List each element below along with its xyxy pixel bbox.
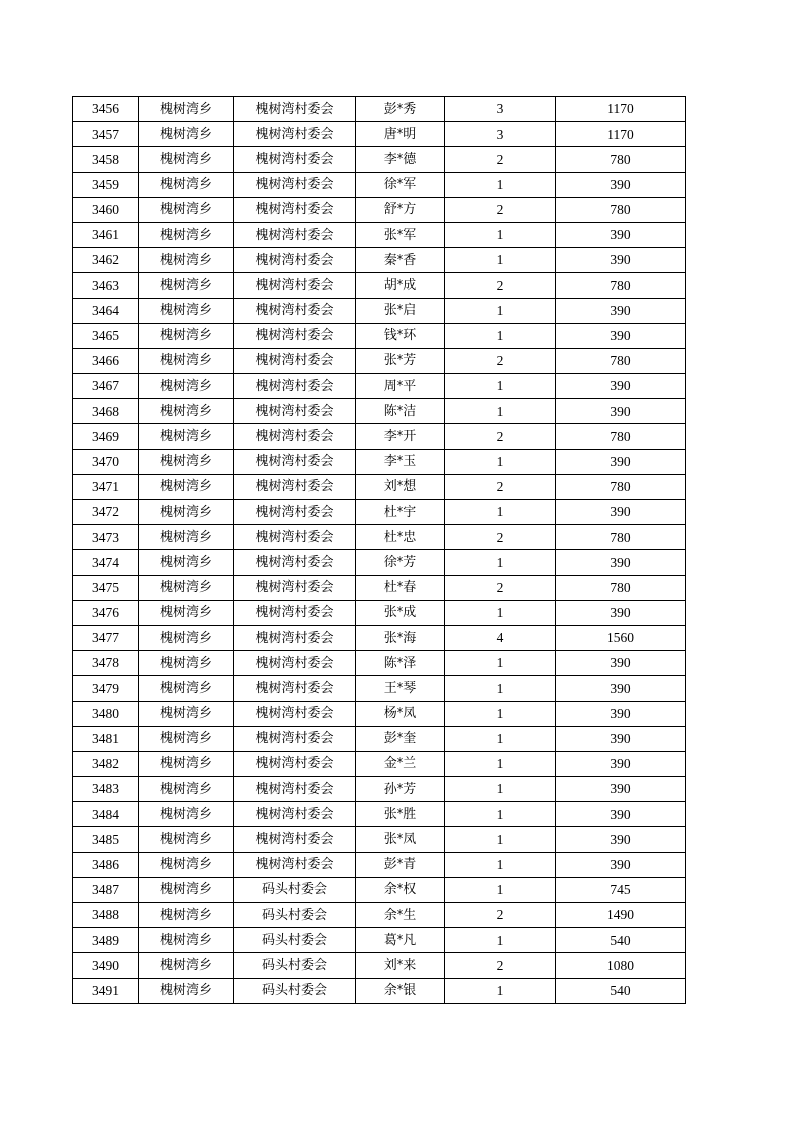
cell-id: 3456 (73, 97, 139, 122)
cell-amount: 780 (556, 575, 686, 600)
cell-town: 槐树湾乡 (139, 600, 234, 625)
cell-count: 2 (445, 197, 556, 222)
cell-town: 槐树湾乡 (139, 399, 234, 424)
cell-name: 张*凤 (356, 827, 445, 852)
cell-id: 3489 (73, 928, 139, 953)
table-row (73, 399, 686, 424)
cell-name: 徐*芳 (356, 550, 445, 575)
cell-village: 槐树湾村委会 (234, 147, 356, 172)
cell-count: 2 (445, 903, 556, 928)
cell-town: 槐树湾乡 (139, 827, 234, 852)
cell-count: 1 (445, 726, 556, 751)
cell-town: 槐树湾乡 (139, 575, 234, 600)
cell-count: 2 (445, 474, 556, 499)
cell-count: 2 (445, 424, 556, 449)
cell-town: 槐树湾乡 (139, 197, 234, 222)
cell-name: 杜*春 (356, 575, 445, 600)
cell-count: 2 (445, 348, 556, 373)
cell-name: 李*德 (356, 147, 445, 172)
table-row (73, 978, 686, 1003)
cell-count: 1 (445, 676, 556, 701)
cell-name: 秦*香 (356, 248, 445, 273)
cell-count: 1 (445, 777, 556, 802)
cell-count: 1 (445, 600, 556, 625)
cell-id: 3475 (73, 575, 139, 600)
cell-amount: 1560 (556, 625, 686, 650)
cell-amount: 390 (556, 701, 686, 726)
cell-amount: 780 (556, 525, 686, 550)
cell-town: 槐树湾乡 (139, 147, 234, 172)
cell-count: 1 (445, 323, 556, 348)
cell-count: 2 (445, 525, 556, 550)
table-row (73, 877, 686, 902)
cell-id: 3458 (73, 147, 139, 172)
cell-amount: 390 (556, 802, 686, 827)
cell-village: 槐树湾村委会 (234, 701, 356, 726)
table-row (73, 575, 686, 600)
cell-count: 1 (445, 399, 556, 424)
cell-village: 槐树湾村委会 (234, 777, 356, 802)
cell-town: 槐树湾乡 (139, 751, 234, 776)
cell-village: 槐树湾村委会 (234, 424, 356, 449)
cell-village: 槐树湾村委会 (234, 827, 356, 852)
cell-name: 金*兰 (356, 751, 445, 776)
cell-count: 1 (445, 550, 556, 575)
cell-village: 槐树湾村委会 (234, 852, 356, 877)
cell-town: 槐树湾乡 (139, 953, 234, 978)
cell-count: 1 (445, 701, 556, 726)
cell-id: 3478 (73, 651, 139, 676)
cell-amount: 780 (556, 197, 686, 222)
table-row (73, 827, 686, 852)
cell-town: 槐树湾乡 (139, 651, 234, 676)
cell-name: 彭*青 (356, 852, 445, 877)
cell-village: 槐树湾村委会 (234, 298, 356, 323)
cell-town: 槐树湾乡 (139, 424, 234, 449)
cell-id: 3470 (73, 449, 139, 474)
cell-id: 3461 (73, 222, 139, 247)
cell-name: 李*玉 (356, 449, 445, 474)
cell-town: 槐树湾乡 (139, 222, 234, 247)
table-body (73, 97, 686, 1004)
cell-amount: 390 (556, 449, 686, 474)
cell-village: 槐树湾村委会 (234, 172, 356, 197)
cell-name: 刘*想 (356, 474, 445, 499)
cell-amount: 390 (556, 222, 686, 247)
cell-amount: 390 (556, 852, 686, 877)
cell-amount: 390 (556, 676, 686, 701)
cell-id: 3466 (73, 348, 139, 373)
cell-name: 张*芳 (356, 348, 445, 373)
table-row (73, 953, 686, 978)
cell-count: 1 (445, 877, 556, 902)
cell-town: 槐树湾乡 (139, 676, 234, 701)
cell-village: 槐树湾村委会 (234, 500, 356, 525)
cell-count: 1 (445, 172, 556, 197)
cell-id: 3477 (73, 625, 139, 650)
cell-count: 2 (445, 575, 556, 600)
cell-name: 张*胜 (356, 802, 445, 827)
cell-town: 槐树湾乡 (139, 474, 234, 499)
table-row (73, 147, 686, 172)
table-row (73, 222, 686, 247)
cell-amount: 780 (556, 474, 686, 499)
cell-town: 槐树湾乡 (139, 625, 234, 650)
cell-village: 码头村委会 (234, 877, 356, 902)
cell-count: 3 (445, 97, 556, 122)
cell-village: 槐树湾村委会 (234, 726, 356, 751)
cell-id: 3468 (73, 399, 139, 424)
cell-name: 李*开 (356, 424, 445, 449)
table-row (73, 777, 686, 802)
cell-name: 孙*芳 (356, 777, 445, 802)
cell-amount: 1080 (556, 953, 686, 978)
cell-id: 3467 (73, 374, 139, 399)
cell-village: 槐树湾村委会 (234, 374, 356, 399)
cell-village: 码头村委会 (234, 978, 356, 1003)
cell-town: 槐树湾乡 (139, 525, 234, 550)
cell-village: 码头村委会 (234, 953, 356, 978)
cell-town: 槐树湾乡 (139, 726, 234, 751)
cell-count: 1 (445, 827, 556, 852)
cell-village: 槐树湾村委会 (234, 802, 356, 827)
cell-town: 槐树湾乡 (139, 449, 234, 474)
cell-village: 槐树湾村委会 (234, 651, 356, 676)
cell-village: 码头村委会 (234, 903, 356, 928)
cell-town: 槐树湾乡 (139, 852, 234, 877)
cell-town: 槐树湾乡 (139, 323, 234, 348)
cell-town: 槐树湾乡 (139, 877, 234, 902)
cell-amount: 390 (556, 600, 686, 625)
cell-town: 槐树湾乡 (139, 172, 234, 197)
cell-amount: 390 (556, 500, 686, 525)
cell-id: 3481 (73, 726, 139, 751)
cell-amount: 780 (556, 273, 686, 298)
cell-town: 槐树湾乡 (139, 500, 234, 525)
table-row (73, 97, 686, 122)
cell-name: 周*平 (356, 374, 445, 399)
cell-village: 槐树湾村委会 (234, 474, 356, 499)
cell-name: 舒*方 (356, 197, 445, 222)
table-row (73, 500, 686, 525)
cell-town: 槐树湾乡 (139, 903, 234, 928)
cell-id: 3463 (73, 273, 139, 298)
document-page (72, 96, 686, 1004)
table-row (73, 726, 686, 751)
cell-village: 槐树湾村委会 (234, 122, 356, 147)
cell-town: 槐树湾乡 (139, 97, 234, 122)
cell-amount: 1170 (556, 97, 686, 122)
cell-name: 徐*军 (356, 172, 445, 197)
cell-village: 槐树湾村委会 (234, 222, 356, 247)
data-table (72, 96, 686, 1004)
cell-village: 槐树湾村委会 (234, 575, 356, 600)
cell-name: 杨*凤 (356, 701, 445, 726)
cell-village: 槐树湾村委会 (234, 248, 356, 273)
cell-village: 槐树湾村委会 (234, 348, 356, 373)
cell-village: 槐树湾村委会 (234, 625, 356, 650)
cell-id: 3487 (73, 877, 139, 902)
table-row (73, 928, 686, 953)
cell-village: 槐树湾村委会 (234, 449, 356, 474)
cell-amount: 390 (556, 751, 686, 776)
cell-town: 槐树湾乡 (139, 928, 234, 953)
cell-id: 3484 (73, 802, 139, 827)
cell-name: 陈*洁 (356, 399, 445, 424)
cell-id: 3476 (73, 600, 139, 625)
cell-town: 槐树湾乡 (139, 550, 234, 575)
cell-amount: 390 (556, 399, 686, 424)
table-row (73, 751, 686, 776)
cell-id: 3486 (73, 852, 139, 877)
cell-village: 槐树湾村委会 (234, 751, 356, 776)
table-row (73, 248, 686, 273)
cell-name: 彭*奎 (356, 726, 445, 751)
cell-amount: 390 (556, 726, 686, 751)
cell-count: 1 (445, 298, 556, 323)
cell-id: 3471 (73, 474, 139, 499)
cell-town: 槐树湾乡 (139, 802, 234, 827)
cell-count: 1 (445, 500, 556, 525)
table-row (73, 550, 686, 575)
cell-count: 1 (445, 248, 556, 273)
cell-count: 1 (445, 802, 556, 827)
cell-village: 槐树湾村委会 (234, 273, 356, 298)
cell-town: 槐树湾乡 (139, 701, 234, 726)
table-row (73, 625, 686, 650)
cell-name: 张*军 (356, 222, 445, 247)
cell-id: 3491 (73, 978, 139, 1003)
cell-id: 3482 (73, 751, 139, 776)
table-row (73, 172, 686, 197)
table-row (73, 374, 686, 399)
cell-amount: 780 (556, 348, 686, 373)
cell-count: 1 (445, 222, 556, 247)
cell-amount: 390 (556, 248, 686, 273)
table-row (73, 701, 686, 726)
cell-id: 3473 (73, 525, 139, 550)
cell-town: 槐树湾乡 (139, 374, 234, 399)
cell-amount: 745 (556, 877, 686, 902)
cell-amount: 540 (556, 928, 686, 953)
cell-count: 3 (445, 122, 556, 147)
cell-id: 3483 (73, 777, 139, 802)
cell-id: 3485 (73, 827, 139, 852)
table-row (73, 676, 686, 701)
cell-amount: 390 (556, 827, 686, 852)
cell-village: 槐树湾村委会 (234, 600, 356, 625)
cell-count: 2 (445, 147, 556, 172)
cell-name: 余*权 (356, 877, 445, 902)
cell-name: 杜*宇 (356, 500, 445, 525)
table-row (73, 600, 686, 625)
cell-id: 3457 (73, 122, 139, 147)
cell-village: 槐树湾村委会 (234, 197, 356, 222)
cell-amount: 390 (556, 374, 686, 399)
cell-amount: 540 (556, 978, 686, 1003)
cell-amount: 390 (556, 777, 686, 802)
cell-count: 2 (445, 273, 556, 298)
cell-id: 3464 (73, 298, 139, 323)
cell-count: 1 (445, 449, 556, 474)
cell-name: 刘*来 (356, 953, 445, 978)
cell-name: 陈*泽 (356, 651, 445, 676)
cell-count: 4 (445, 625, 556, 650)
cell-id: 3469 (73, 424, 139, 449)
cell-name: 钱*环 (356, 323, 445, 348)
cell-amount: 390 (556, 651, 686, 676)
cell-name: 杜*忠 (356, 525, 445, 550)
cell-name: 彭*秀 (356, 97, 445, 122)
cell-village: 槐树湾村委会 (234, 323, 356, 348)
table-row (73, 449, 686, 474)
cell-name: 张*成 (356, 600, 445, 625)
table-row (73, 474, 686, 499)
table-row (73, 903, 686, 928)
cell-count: 1 (445, 374, 556, 399)
cell-id: 3460 (73, 197, 139, 222)
table-row (73, 424, 686, 449)
cell-id: 3479 (73, 676, 139, 701)
cell-amount: 390 (556, 172, 686, 197)
cell-village: 码头村委会 (234, 928, 356, 953)
cell-name: 胡*成 (356, 273, 445, 298)
cell-town: 槐树湾乡 (139, 298, 234, 323)
cell-id: 3488 (73, 903, 139, 928)
cell-id: 3480 (73, 701, 139, 726)
table-row (73, 651, 686, 676)
cell-amount: 1170 (556, 122, 686, 147)
cell-amount: 390 (556, 298, 686, 323)
cell-town: 槐树湾乡 (139, 978, 234, 1003)
cell-id: 3490 (73, 953, 139, 978)
table-row (73, 122, 686, 147)
cell-amount: 780 (556, 424, 686, 449)
cell-amount: 780 (556, 147, 686, 172)
cell-count: 1 (445, 978, 556, 1003)
table-row (73, 197, 686, 222)
cell-id: 3459 (73, 172, 139, 197)
table-row (73, 323, 686, 348)
cell-town: 槐树湾乡 (139, 348, 234, 373)
cell-amount: 390 (556, 323, 686, 348)
cell-count: 1 (445, 651, 556, 676)
cell-name: 唐*明 (356, 122, 445, 147)
cell-count: 1 (445, 852, 556, 877)
cell-count: 1 (445, 751, 556, 776)
cell-name: 张*启 (356, 298, 445, 323)
cell-count: 1 (445, 928, 556, 953)
table-row (73, 348, 686, 373)
cell-village: 槐树湾村委会 (234, 525, 356, 550)
cell-village: 槐树湾村委会 (234, 399, 356, 424)
table-row (73, 273, 686, 298)
cell-name: 余*生 (356, 903, 445, 928)
cell-town: 槐树湾乡 (139, 777, 234, 802)
cell-id: 3465 (73, 323, 139, 348)
cell-village: 槐树湾村委会 (234, 676, 356, 701)
cell-town: 槐树湾乡 (139, 122, 234, 147)
table-row (73, 802, 686, 827)
cell-count: 2 (445, 953, 556, 978)
cell-town: 槐树湾乡 (139, 248, 234, 273)
table-row (73, 852, 686, 877)
cell-village: 槐树湾村委会 (234, 550, 356, 575)
cell-name: 王*琴 (356, 676, 445, 701)
cell-id: 3472 (73, 500, 139, 525)
cell-amount: 390 (556, 550, 686, 575)
table-row (73, 525, 686, 550)
cell-name: 张*海 (356, 625, 445, 650)
cell-town: 槐树湾乡 (139, 273, 234, 298)
cell-id: 3462 (73, 248, 139, 273)
cell-id: 3474 (73, 550, 139, 575)
cell-name: 余*银 (356, 978, 445, 1003)
cell-name: 葛*凡 (356, 928, 445, 953)
cell-amount: 1490 (556, 903, 686, 928)
cell-village: 槐树湾村委会 (234, 97, 356, 122)
table-row (73, 298, 686, 323)
